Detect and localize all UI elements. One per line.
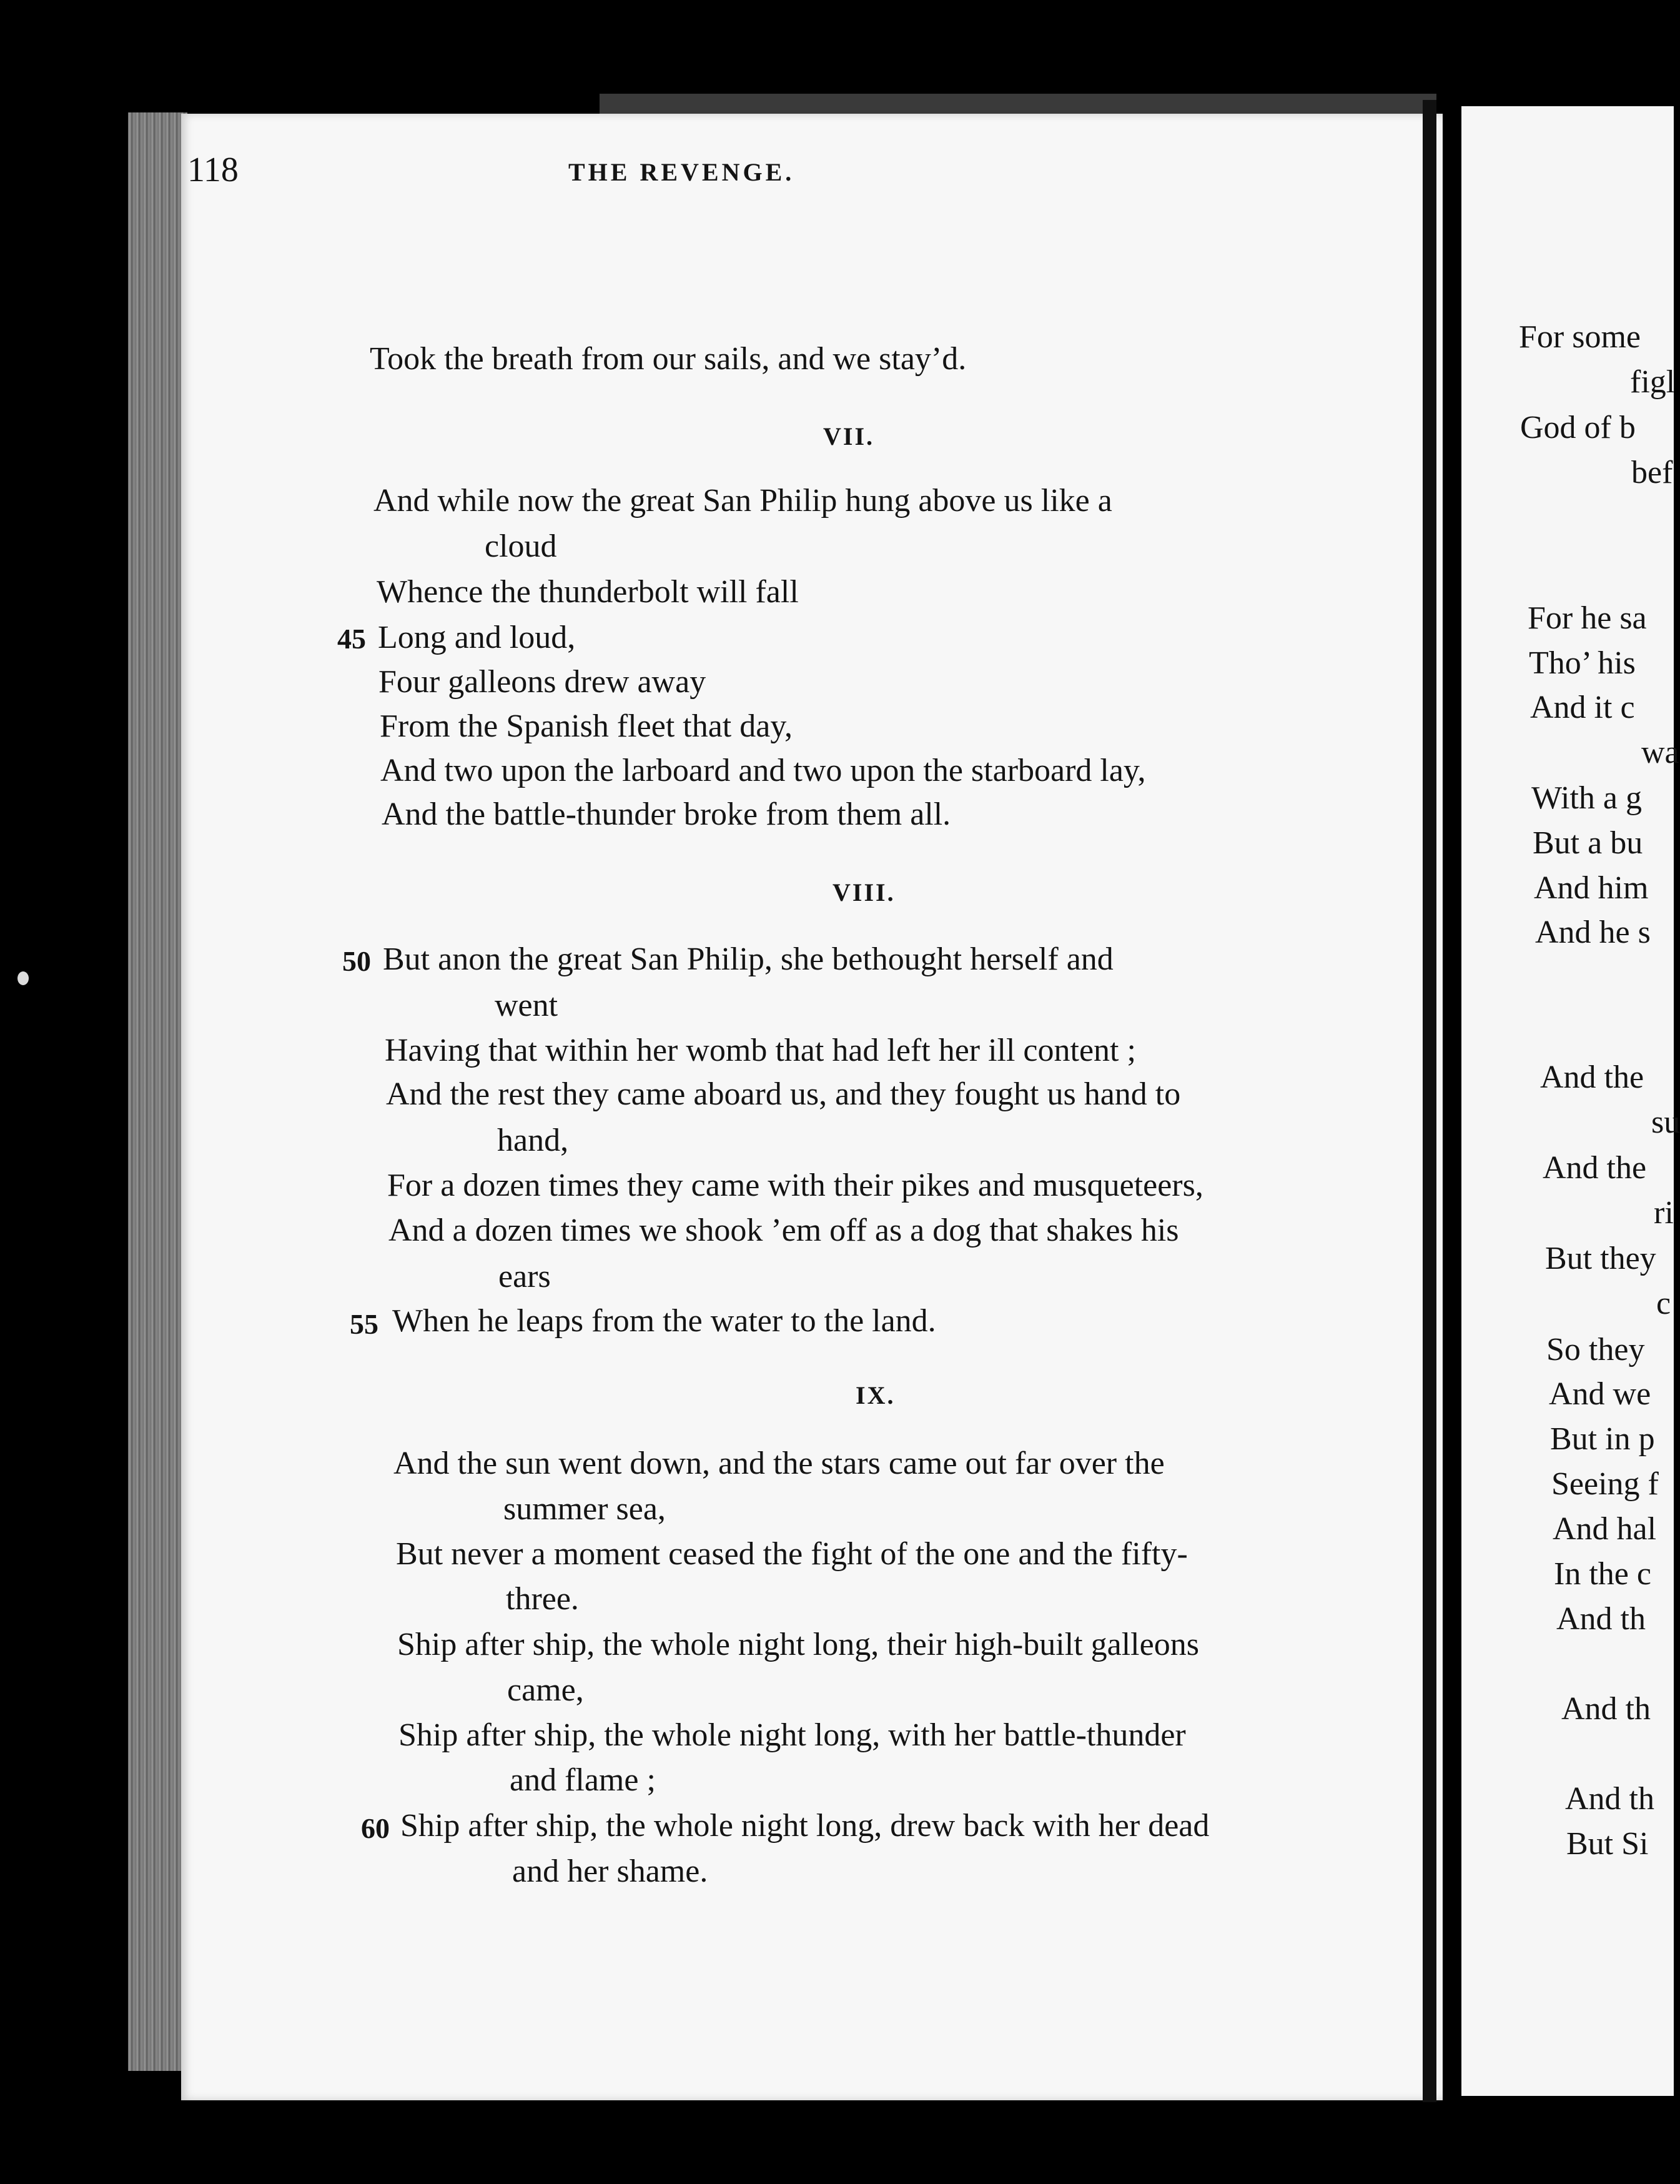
poem-line: Ship after ship, the whole night long, their high-built galleons	[397, 1627, 1199, 1662]
poem-line: Ship after ship, the whole night long, with her battle-thunder	[398, 1717, 1186, 1753]
poem-line: But never a moment ceased the fight of the one and the fifty-	[396, 1536, 1188, 1572]
poem-line: From the Spanish fleet that day,	[380, 708, 793, 744]
right-page-line: So they	[1546, 1332, 1645, 1367]
right-page-line: And he s	[1535, 915, 1651, 950]
poem-line-continuation: and flame ;	[510, 1762, 656, 1798]
poem-line: But anon the great San Philip, she bethought herself and	[383, 941, 1114, 977]
right-page-line: With a g	[1531, 780, 1642, 816]
right-page-line: figl	[1630, 364, 1676, 400]
poem-line: And the rest they came aboard us, and they fought us hand to	[386, 1076, 1181, 1112]
right-page-line: But a bu	[1533, 825, 1643, 861]
right-page-line: But Si	[1566, 1826, 1649, 1862]
line-number: 55	[350, 1308, 378, 1340]
poem-line: And while now the great San Philip hung above us like a	[373, 483, 1112, 519]
poem-line: Long and loud,	[378, 620, 576, 655]
poem-line: And the battle-thunder broke from them all.	[382, 797, 951, 832]
right-page-line: And th	[1565, 1781, 1654, 1817]
poem-line: For a dozen times they came with their pikes and musqueteers,	[387, 1168, 1203, 1203]
right-page-line: And we	[1549, 1376, 1651, 1412]
poem-line: When he leaps from the water to the land.	[392, 1303, 936, 1339]
right-page-line: su	[1651, 1104, 1680, 1140]
poem-line: Ship after ship, the whole night long, drew back with her dead	[400, 1808, 1210, 1844]
page-number: 118	[187, 151, 239, 189]
right-page-line: And him	[1534, 870, 1649, 906]
section-numeral: VIII.	[833, 878, 896, 906]
poem-line-continuation: hand,	[497, 1123, 569, 1158]
poem-line: Four galleons drew away	[378, 664, 706, 700]
right-page-line: And hal	[1553, 1511, 1657, 1547]
section-numeral: IX.	[856, 1381, 896, 1409]
poem-line-continuation: went	[495, 988, 558, 1023]
right-page-line: And th	[1561, 1691, 1651, 1727]
poem-line-continuation: summer sea,	[503, 1491, 666, 1527]
poem-line: Having that within her womb that had left her ill content ;	[385, 1033, 1136, 1068]
line-number: 60	[361, 1812, 390, 1844]
right-page-line: For he sa	[1528, 600, 1647, 636]
right-page-line: And th	[1556, 1601, 1646, 1637]
poem-line: Took the breath from our sails, and we stay’d.	[370, 341, 967, 377]
poem-line-continuation: and her shame.	[512, 1854, 708, 1889]
line-number: 45	[337, 623, 366, 655]
running-title: THE REVENGE.	[568, 158, 795, 186]
poem-line: And a dozen times we shook ’em off as a dog that shakes his	[388, 1213, 1179, 1248]
book-gutter	[1423, 100, 1436, 2102]
poem-line: And two upon the larboard and two upon the starboard lay,	[380, 753, 1146, 788]
poem-line-continuation: three.	[506, 1581, 579, 1617]
right-page-line: For some	[1519, 319, 1641, 355]
right-page-line: Seeing f	[1551, 1466, 1659, 1502]
right-page-line: God of b	[1520, 410, 1636, 445]
poem-line: Whence the thunderbolt will fall	[377, 574, 799, 610]
right-page-line: Tho’ his	[1529, 645, 1636, 681]
poem-line: And the sun went down, and the stars came out far over the	[393, 1446, 1165, 1481]
section-numeral: VII.	[823, 422, 875, 450]
poem-line-continuation: came,	[507, 1672, 584, 1708]
poem-line-continuation: cloud	[485, 529, 557, 564]
right-page-line: And it c	[1530, 690, 1635, 725]
right-page-line: c	[1656, 1286, 1671, 1321]
line-number: 50	[342, 945, 371, 977]
dust-speck	[17, 971, 29, 985]
book-edge	[128, 112, 187, 2071]
right-page-line: But in p	[1550, 1421, 1655, 1457]
poem-line-continuation: ears	[498, 1259, 551, 1294]
right-page-line: In the c	[1554, 1556, 1651, 1592]
right-page-line: But they	[1545, 1241, 1656, 1276]
right-page-line: ri	[1654, 1195, 1674, 1231]
right-page-line: bef	[1631, 455, 1673, 490]
right-page-line: wa	[1641, 735, 1679, 770]
right-page-line: And the	[1543, 1150, 1647, 1186]
right-page-line: And the	[1540, 1060, 1644, 1095]
